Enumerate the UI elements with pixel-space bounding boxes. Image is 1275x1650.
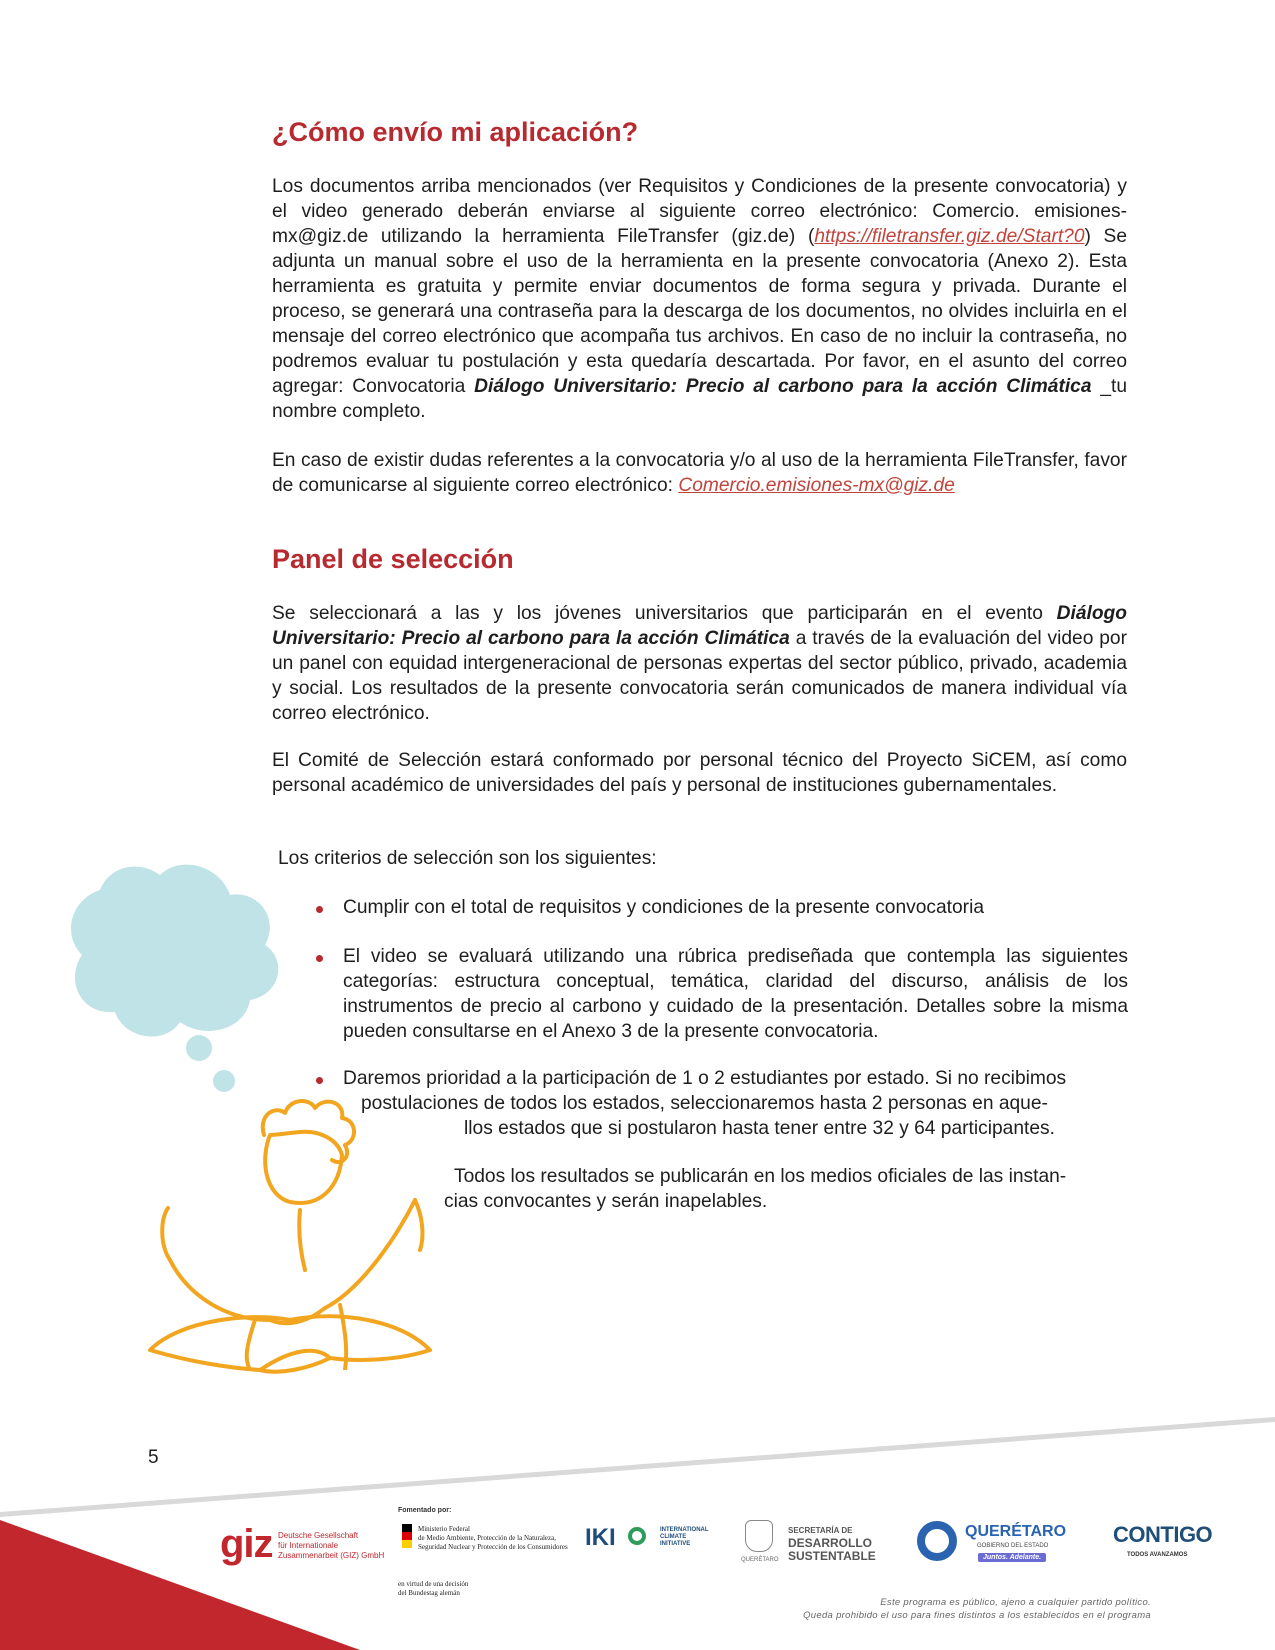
contact-email-link[interactable]: Comercio.emisiones-mx@giz.de (678, 475, 955, 496)
juntos-badge: Juntos. Adelante. (978, 1553, 1046, 1562)
event-name-bold: Diálogo Universitario: Precio al carbono para la acción Climática (272, 603, 1127, 649)
footer-disclaimer: Este programa es público, ajeno a cualquier partido político. Queda prohibido el uso para fines distintos a los establecidos en el programa (803, 1597, 1151, 1621)
application-instructions-paragraph: Los documentos arriba mencionados (ver Requisitos y Condiciones de la presente convocatoria) y el video generado deberán enviarse al siguiente correo electrónico: Comercio. emisiones-mx@giz.de utilizando la herramienta FileTransfer (giz.de) (https://filetransfer.giz.de/Start?0) Se adjunta un manual sobre el uso de la herramienta en la presente convocatoria (Anexo 2). Esta herramienta es gratuita y permite enviar documentos de forma segura y privada. Durante el proceso, se generará una contraseña para la descarga de los documentos, no olvides incluirla en el mensaje del correo electrónico que acompaña tus archivos. En caso de no incluir la contraseña, no podremos evaluar tu postulación y esta quedaría descartada. Por favor, en el asunto del correo agregar: Convocatoria Diálogo Universitario: Precio al carbono para la acción Climática _tu nombre completo. (272, 176, 1128, 422)
gobierno-label: GOBIERNO DEL ESTADO (977, 1543, 1049, 1549)
criteria-item-1: Cumplir con el total de requisitos y condiciones de la presente convocatoria (343, 897, 985, 918)
filetransfer-link[interactable]: https://filetransfer.giz.de/Start?0 (814, 226, 1085, 247)
closing-line-1: Todos los resultados se publicarán en los medios oficiales de las instan- (454, 1166, 1067, 1187)
iki-text: INTERNATIONAL CLIMATE INITIATIVE (660, 1527, 709, 1547)
figure-legs-illustration (140, 1250, 440, 1400)
queretaro-q-icon (917, 1521, 957, 1561)
contact-paragraph: En caso de existir dudas referentes a la convocatoria y/o al uso de la herramienta FileTransfer, favor de comunicarse al siguiente correo electrónico: Comercio.emisiones-mx@giz.de (272, 450, 1127, 496)
ministry-name: Ministerio Federal de Medio Ambiente, Protección de la Naturaleza, Seguridad Nuclear y Protección de los Consumidores (418, 1525, 568, 1551)
criteria-item-3-line2: postulaciones de todos los estados, seleccionaremos hasta 2 personas en aque- (361, 1093, 1048, 1114)
selection-paragraph: Se seleccionará a las y los jóvenes universitarios que participarán en el evento Diálogo Universitario: Precio al carbono para la acción Climática a través de la evaluación del video por un panel con equidad intergeneracional de personas expertas del sector público, privado, academia y social. Los resultados de la presente convocatoria serán comunicados de manera individual vía correo electrónico. (272, 603, 1127, 724)
contigo-logo: CONTIGO (1113, 1522, 1213, 1547)
criteria-item-3-line3: llos estados que si postularon hasta tener entre 32 y 64 participantes. (464, 1118, 1055, 1139)
thought-cloud-icon (71, 865, 278, 1092)
closing-line-2: cias convocantes y serán inapelables. (444, 1191, 768, 1212)
criteria-item-3-line1: Daremos prioridad a la participación de 1 o 2 estudiantes por estado. Si no recibimos (343, 1068, 1067, 1089)
criteria-item-2: El video se evaluará utilizando una rúbrica prediseñada que contempla las siguientes categorías: estructura conceptual, temática, claridad del discurso, análisis de los instrumentos de precio al carbono y cuidado de la presentación. Detalles sobre la misma pueden consultarse en el Anexo 3 de la presente convocatoria. (343, 946, 1128, 1042)
section-heading-panel: Panel de selección (272, 544, 514, 574)
iki-logo: IKI (585, 1524, 616, 1551)
bundestag-note: en virtud de una decisión del Bundestag alemán (398, 1580, 469, 1597)
contigo-tagline: TODOS AVANZAMOS (1127, 1552, 1188, 1558)
committee-paragraph: El Comité de Selección estará conformado por personal técnico del Proyecto SiCEM, así como personal académico de universidades del país y personal de instituciones gubernamentales. (272, 750, 1127, 796)
secretaria-name: SECRETARÍA DE DESARROLLO SUSTENTABLE (788, 1526, 876, 1563)
page-number: 5 (148, 1447, 159, 1468)
iki-circle-icon (628, 1527, 646, 1545)
queretaro-gov-logo: QUERÉTARO (965, 1523, 1067, 1540)
queretaro-seal-label: QUERÉTARO (741, 1557, 779, 1563)
criteria-intro: Los criterios de selección son los siguientes: (278, 848, 657, 869)
fomentado-label: Fomentado por: (398, 1507, 452, 1514)
queretaro-seal-icon (745, 1520, 773, 1552)
giz-logo: giz (220, 1522, 273, 1566)
german-flag-icon (402, 1524, 412, 1548)
event-name-bold: Diálogo Universitario: Precio al carbono para la acción Climática (474, 376, 1101, 397)
section-heading-application: ¿Cómo envío mi aplicación? (272, 117, 639, 147)
giz-org-name: Deutsche Gesellschaft für Internationale Zusammenarbeit (GIZ) GmbH (278, 1531, 385, 1560)
